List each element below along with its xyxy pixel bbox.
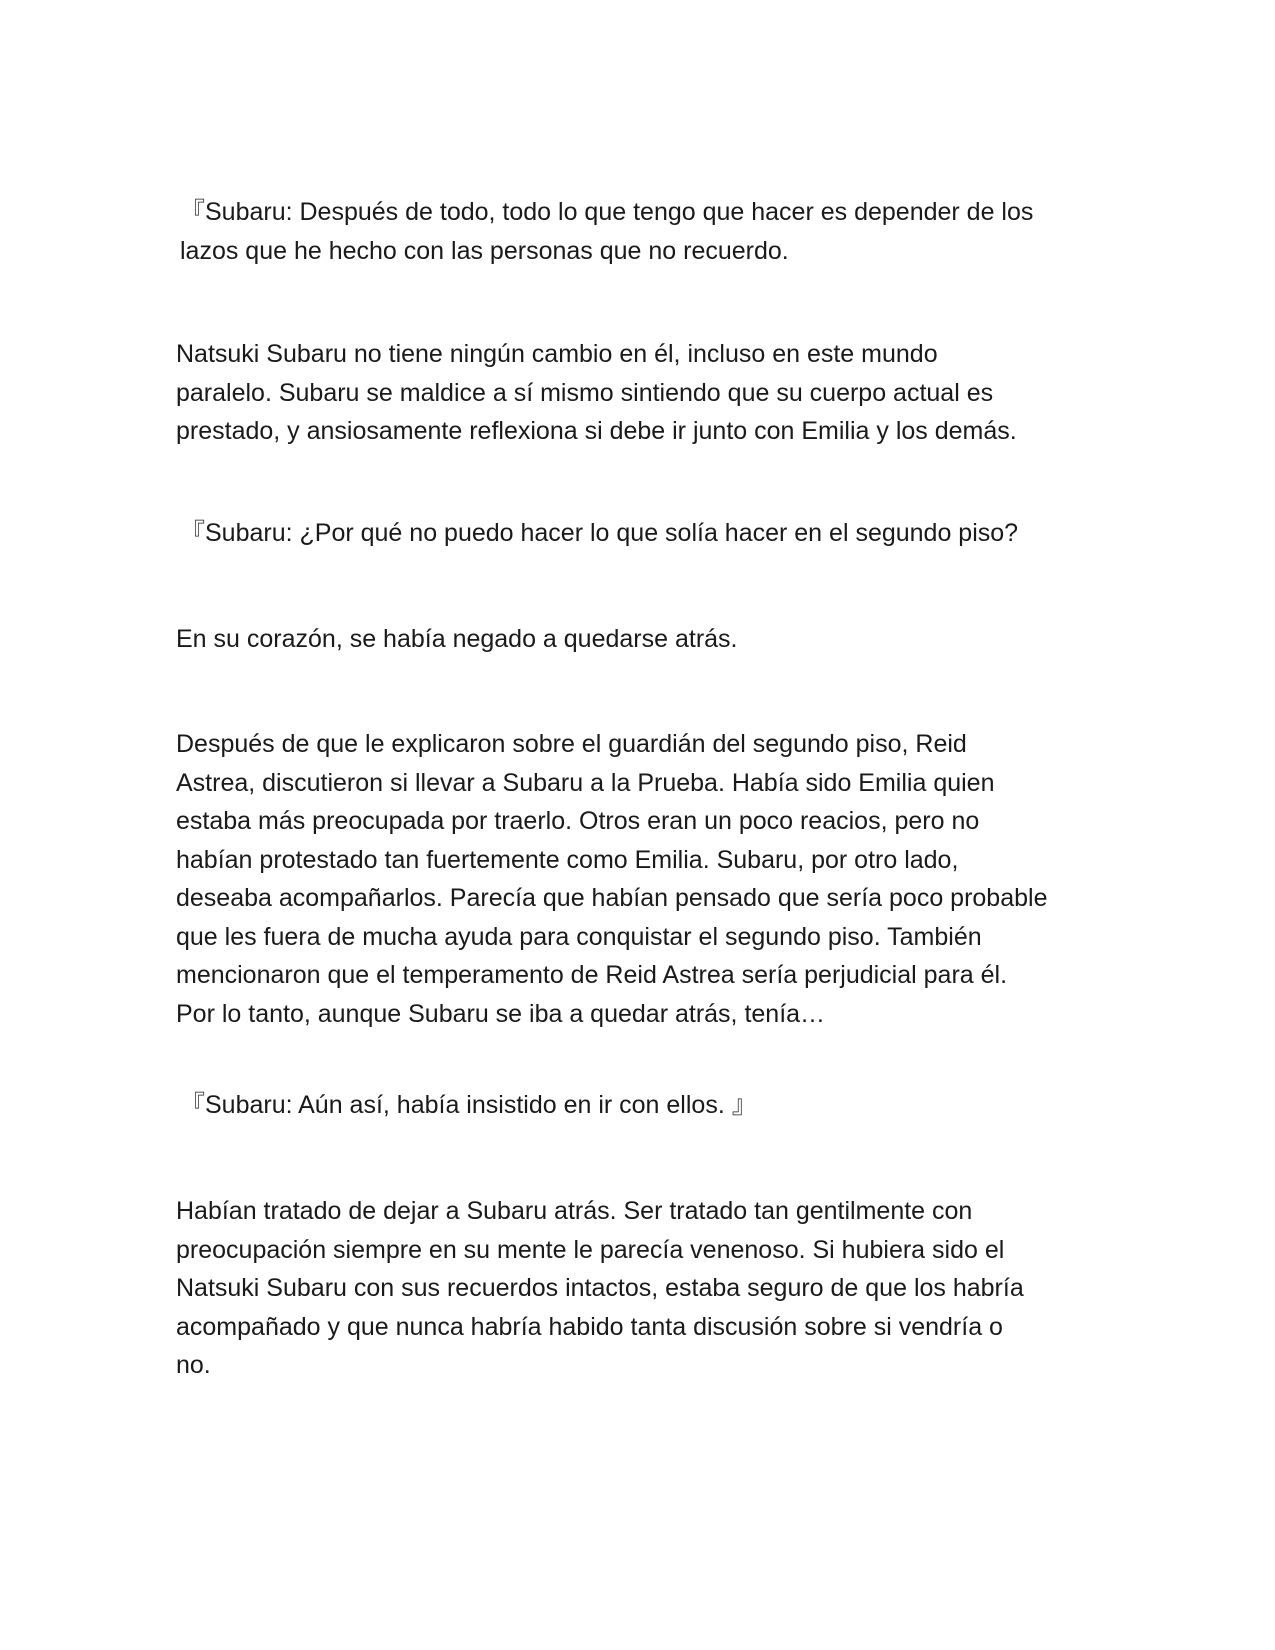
paragraph-dialogue-2: 『Subaru: ¿Por qué no puedo hacer lo que solía hacer en el segundo piso? <box>180 519 1019 547</box>
paragraph-narration-3: Después de que le explicaron sobre el guardián del segundo piso, Reid Astrea, discutieron si llevar a Subaru a la Prueba. Había sido Emilia quien estaba más preocupada por traerlo. Otros eran un poco reacios, pero no habían protestado tan fuertemente como Emilia. Subaru, por otro lado, deseaba acompañarlos. Parecía que habían pensado que sería poco probable que les fuera de mucha ayuda para conquistar el segundo piso. También mencionaron que el temperamento de Reid Astrea sería perjudicial para él. Por lo tanto, aunque Subaru se iba a quedar atrás, tenía… <box>176 730 1048 1028</box>
paragraph-narration-4: Habían tratado de dejar a Subaru atrás. Ser tratado tan gentilmente con preocupación siempre en su mente le parecía venenoso. Si hubiera sido el Natsuki Subaru con sus recuerdos intactos, estaba seguro de que los habría acompañado y que nunca habría habido tanta discusión sobre si vendría o no. <box>176 1197 1024 1379</box>
paragraph-narration-2: En su corazón, se había negado a quedarse atrás. <box>176 625 738 653</box>
paragraph-dialogue-3: 『Subaru: Aún así, había insistido en ir con ellos. 』 <box>180 1091 757 1119</box>
paragraph-narration-1: Natsuki Subaru no tiene ningún cambio en él, incluso en este mundo paralelo. Subaru se maldice a sí mismo sintiendo que su cuerpo actual es prestado, y ansiosamente reflexiona si debe ir junto con Emilia y los demás. <box>176 340 1017 445</box>
paragraph-dialogue-1: 『Subaru: Después de todo, todo lo que tengo que hacer es depender de los lazos que he hecho con las personas que no recuerdo. <box>180 198 1034 265</box>
